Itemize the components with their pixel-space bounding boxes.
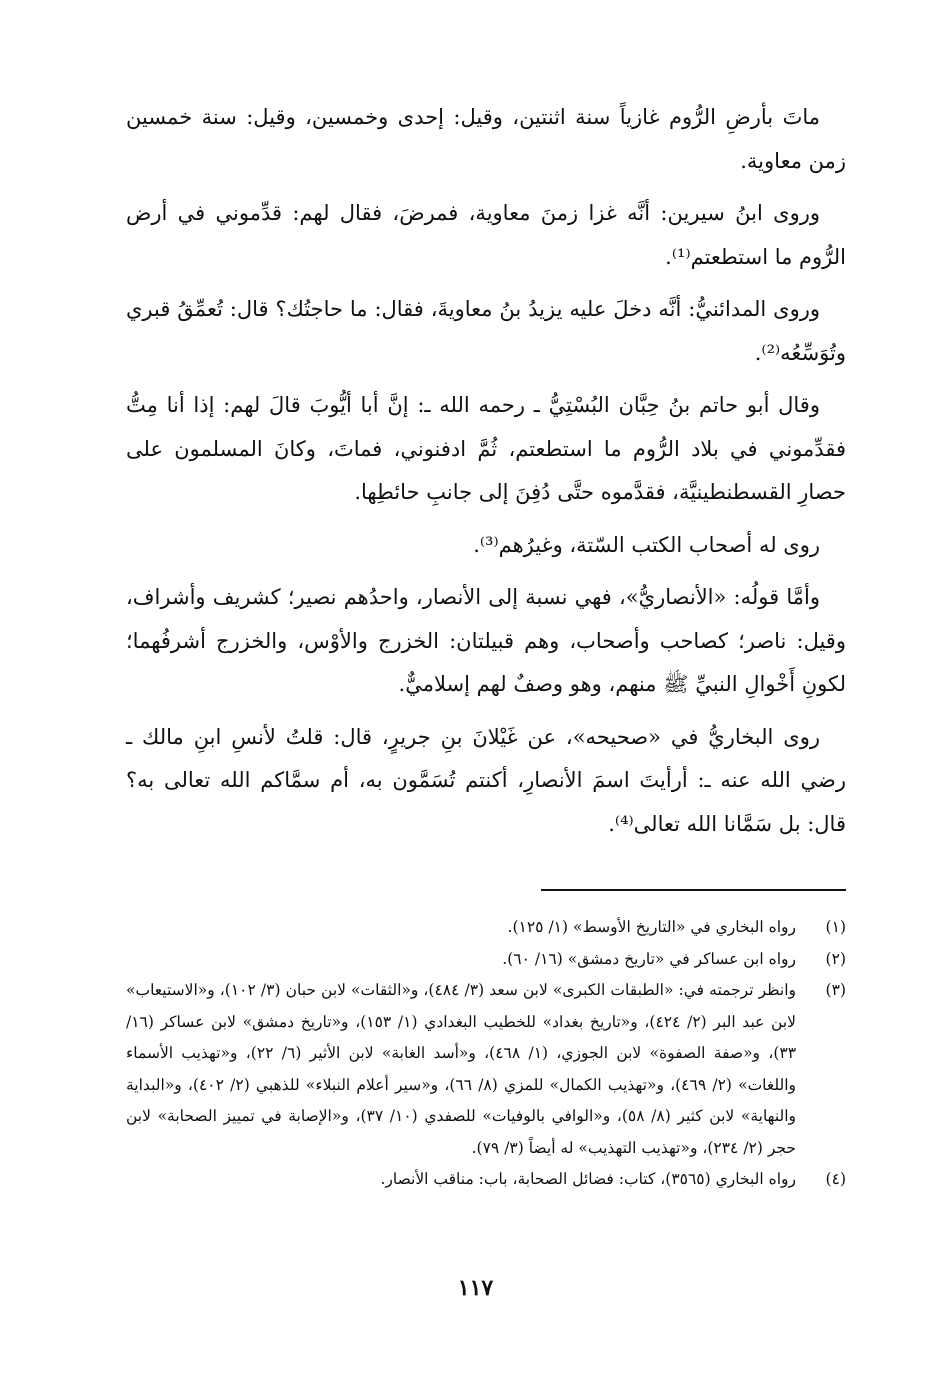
- footnote-text: رواه ابن عساكر في «تاريخ دمشق» (١٦/ ٦٠).: [502, 949, 796, 968]
- paragraph-ansari: وأمَّا قولُه: «الأنصاريُّ»، فهي نسبة إلى الأنصار، واحدُهم نصير؛ كشريف وأشراف، وقيل: ناصر؛ كصاحب وأصحاب، وهم قبيلتان: الخزرج والأوْس، والخزرج أشرفُهما؛ لكونِ أَخْوالِ النبيِّ ﷺ منهم، وهو وصفٌ لهم إسلاميٌّ.: [126, 585, 846, 696]
- paragraph-narrators: روى له أصحاب الكتب السّتة، وغيرُهم⁽³⁾.: [473, 532, 820, 557]
- footnote: [126, 975, 846, 1164]
- footnote: [126, 912, 846, 944]
- footnote-number: (١): [825, 918, 846, 936]
- footnotes: [126, 912, 846, 1196]
- paragraph-death: ماتَ بأرضِ الرُّوم غازياً سنة اثنتين، وقيل: إحدى وخمسين، وقيل: سنة خمسين زمن معاوية.: [126, 105, 846, 173]
- main-text: [126, 96, 846, 855]
- footnote-number: (٢): [825, 949, 846, 968]
- footnote: [126, 1164, 846, 1196]
- footnote-text: رواه البخاري (٣٥٦٥)، كتاب: فضائل الصحابة، باب: مناقب الأنصار.: [380, 1170, 796, 1188]
- page-number: ١١٧: [457, 1275, 494, 1301]
- footnote-text: وانظر ترجمته في: «الطبقات الكبرى» لابن سعد (٣/ ٤٨٤)، و«الثقات» لابن حبان (٣/ ١٠٢)، و«الاستيعاب» لابن عبد البر (٢/ ٤٢٤)، و«تاريخ بغداد» للخطيب البغدادي (١/ ١٥٣)، و«تاريخ دمشق» لابن عساكر (١٦/ ٣٣)، و«صفة الصفوة» لابن الجوزي، (١/ ٤٦٨)، و«أسد الغابة» لابن الأثير (٦/ ٢٢)، و«تهذيب الأسماء واللغات» (٢/ ٤٦٩)، و«تهذيب الكمال» للمزي (٨/ ٦٦)، و«سير أعلام النبلاء» للذهبي (٢/ ٤٠٢)، و«البداية والنهاية» لابن كثير (٨/ ٥٨)، و«الوافي بالوفيات» للصفدي (١٠/ ٣٧)، و«الإصابة في تمييز الصحابة» لابن حجر (٢/ ٢٣٤)، و«تهذيب التهذيب» له أيضاً (٣/ ٧٩).: [126, 981, 797, 1157]
- footnote: [126, 944, 846, 976]
- footnote-number: (٤): [825, 1170, 846, 1188]
- paragraph-ibn-hibban: وقال أبو حاتم بنُ حِبَّان البُسْتِيُّ ـ رحمه الله ـ: إنَّ أبا أيُّوبَ قالَ لهم: إذا أنا مِتُّ فقدِّموني في بلاد الرُّوم ما استطعتم، ثُمَّ ادفنوني، فماتَ، وكانَ المسلمون على حصارِ القسطنطينيَّة، فقدَّموه حتَّى دُفِنَ إلى جانبِ حائطِها.: [126, 393, 846, 504]
- footnote-number: (٣): [825, 981, 846, 999]
- footnote-text: رواه البخاري في «التاريخ الأوسط» (١/ ١٢٥).: [507, 918, 796, 936]
- footnote-divider: [541, 889, 846, 891]
- paragraph-ibn-sirin: وروى ابنُ سيرين: أنَّه غزا زمنَ معاوية، فمرضَ، فقال لهم: قدِّموني في أرض الرُّوم ما استطعتم⁽¹⁾.: [126, 201, 846, 269]
- paragraph-madaini: وروى المدائنيُّ: أنَّه دخلَ عليه يزيدُ بنُ معاويةَ، فقال: ما حاجتُك؟ قال: تُعمِّقُ قبري وتُوَسِّعُه⁽²⁾.: [126, 297, 846, 365]
- paragraph-bukhari: روى البخاريُّ في «صحيحه»، عن غَيْلانَ بنِ جريرٍ، قال: قلتُ لأنسِ ابنِ مالك ـ رضي الله عنه ـ: أرأيتَ اسمَ الأنصارِ، أكنتم تُسَمَّون به، أم سمَّاكم الله تعالى به؟ قال: بل سَمَّانا الله تعالى⁽⁴⁾.: [126, 724, 846, 836]
